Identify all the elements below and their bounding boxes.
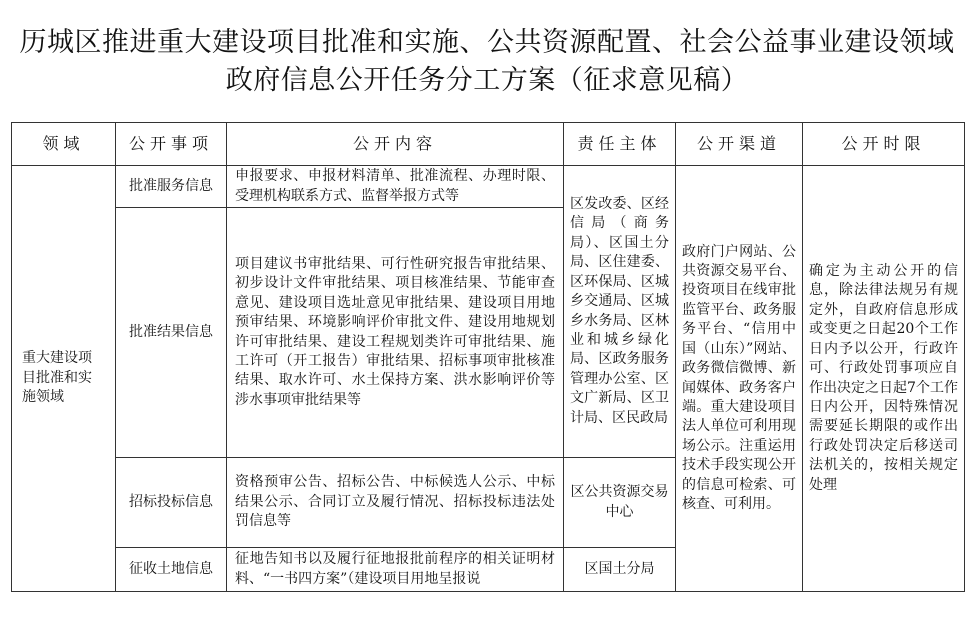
content-cell: [227, 548, 564, 592]
domain-cell: [12, 166, 116, 592]
header-domain: 领域: [12, 123, 116, 166]
header-responsible: 责任主体: [564, 123, 676, 166]
content-cell: [227, 208, 564, 458]
channels-cell: [676, 166, 803, 592]
content-cell: [227, 458, 564, 548]
item-cell: 批准结果信息: [116, 208, 227, 458]
timeframe-text: 确定为主动公开的信息，除法律法规另有规定外，自政府信息形成或变更之日起20个工作日内予以公开，行政许可、行政处罚事项应自作出决定之日起7个工作日内公开，因特殊情况需要延长期限的或作出行政处罚决定后移送司法机关的，按相关规定处理: [809, 263, 958, 493]
content-text: 项目建议书审批结果、可行性研究报告审批结果、初步设计文件审批结果、项目核准结果、节能审查意见、建设项目选址意见审批结果、建设项目用地预审结果、环境影响评价审批文件、建设用地规划许可审批结果、建设工程规划类许可审批结果、施工许可（开工报告）审批结果、招标事项审批核准结果、取水许可、水土保持方案、洪水影响评价等涉水事项审批结果等: [235, 255, 555, 408]
responsible-cell-shared: [564, 166, 676, 458]
header-item: 公开事项: [116, 123, 227, 166]
channels-text: 政府门户网站、公共资源交易平台、投资项目在线审批监管平台、政务服务平台、“信用中国（山东）”网站、政务微信微博、新闻媒体、政务客户端。重大建设项目法人单位可利用现场公示。注重运用技术手段实现公开的信息可检索、可核查、可利用。: [682, 243, 796, 512]
responsible-cell: [564, 548, 676, 592]
content-text: 资格预审公告、招标公告、中标候选人公示、中标结果公示、合同订立及履行情况、招标投标违法处罚信息等: [235, 474, 555, 530]
responsible-text: 区公共资源交易中心: [570, 484, 669, 520]
document-title-line-2: 政府信息公开任务分工方案（征求意见稿）: [225, 65, 749, 96]
document-title-line-1: 历城区推进重大建设项目批准和实施、公共资源配置、社会公益事业建设领域: [19, 27, 955, 58]
table-row: [12, 166, 965, 208]
item-cell: 征收土地信息: [116, 548, 227, 592]
timeframe-cell: [803, 166, 965, 592]
item-cell: 批准服务信息: [116, 166, 227, 208]
content-text: 征地告知书以及履行征地报批前程序的相关证明材料、“一书四方案”（建设项目用地呈报说: [235, 551, 555, 587]
responsible-text: 区发改委、区经信局（商务局）、区国土分局、区住建委、区环保局、区城乡交通局、区城乡水务局、区林业和城乡绿化局、区政务服务管理办公室、区文广新局、区卫计局、区民政局: [570, 196, 669, 426]
table-header-row: [12, 123, 965, 166]
item-cell: 招标投标信息: [116, 458, 227, 548]
domain-text: 重大建设项目批准和实施领域: [22, 350, 92, 406]
header-timeframe: 公开时限: [803, 123, 965, 166]
responsible-cell: [564, 458, 676, 548]
header-content: 公开内容: [227, 123, 564, 166]
task-division-table: [11, 122, 965, 592]
content-cell: [227, 166, 564, 208]
responsible-text: 区国土分局: [584, 560, 655, 577]
header-channels: 公开渠道: [676, 123, 803, 166]
content-text: 申报要求、申报材料清单、批准流程、办理时限、受理机构联系方式、监督举报方式等: [235, 168, 555, 204]
